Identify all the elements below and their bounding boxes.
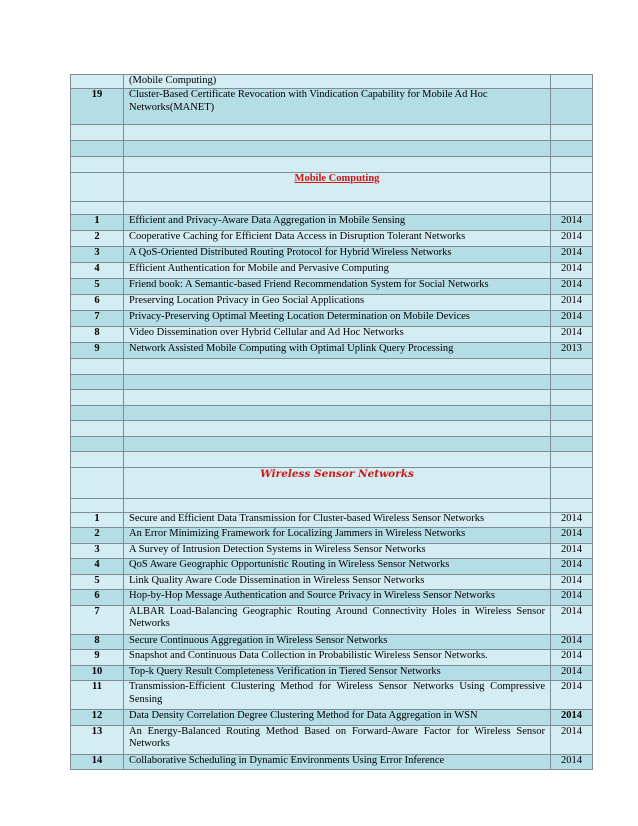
number-cell: 9 bbox=[71, 650, 124, 666]
title-cell: Collaborative Scheduling in Dynamic Environments Using Error Inference bbox=[124, 754, 551, 770]
table-row bbox=[71, 311, 593, 327]
empty-cell bbox=[71, 436, 124, 452]
year-cell: 2014 bbox=[551, 754, 593, 770]
number-cell: 8 bbox=[71, 327, 124, 343]
number-cell: 11 bbox=[71, 681, 124, 710]
empty-cell bbox=[71, 202, 124, 215]
empty-cell bbox=[551, 141, 593, 157]
section-heading: Mobile Computing bbox=[124, 173, 551, 202]
empty-cell bbox=[551, 467, 593, 498]
title-cell: Efficient Authentication for Mobile and Pervasive Computing bbox=[124, 263, 551, 279]
empty-cell bbox=[71, 157, 124, 173]
title-cell: Transmission-Efficient Clustering Method for Wireless Sensor Networks Using Compressive Sensing bbox=[124, 681, 551, 710]
blank-row bbox=[71, 374, 593, 390]
year-cell: 2014 bbox=[551, 311, 593, 327]
title-cell: Top-k Query Result Completeness Verification in Tiered Sensor Networks bbox=[124, 665, 551, 681]
number-cell: 4 bbox=[71, 559, 124, 575]
empty-cell bbox=[71, 452, 124, 468]
year-cell: 2014 bbox=[551, 295, 593, 311]
year-cell: 2014 bbox=[551, 327, 593, 343]
empty-cell bbox=[71, 390, 124, 406]
year-cell: 2014 bbox=[551, 650, 593, 666]
table-row bbox=[71, 295, 593, 311]
year-cell: 2014 bbox=[551, 725, 593, 754]
empty-cell bbox=[551, 390, 593, 406]
year-cell: 2014 bbox=[551, 559, 593, 575]
empty-cell bbox=[551, 421, 593, 437]
table-row bbox=[71, 89, 593, 125]
number-cell: 3 bbox=[71, 543, 124, 559]
title-cell: Secure Continuous Aggregation in Wireless Sensor Networks bbox=[124, 634, 551, 650]
year-cell: 2014 bbox=[551, 247, 593, 263]
table-row bbox=[71, 754, 593, 770]
title-cell: Snapshot and Continuous Data Collection in Probabilistic Wireless Sensor Networks. bbox=[124, 650, 551, 666]
title-cell: Friend book: A Semantic-based Friend Recommendation System for Social Networks bbox=[124, 279, 551, 295]
table-row bbox=[71, 343, 593, 359]
blank-row bbox=[71, 359, 593, 375]
blank-row bbox=[71, 436, 593, 452]
section-heading: Wireless Sensor Networks bbox=[124, 467, 551, 498]
year-cell: 2014 bbox=[551, 528, 593, 544]
year-cell: 2014 bbox=[551, 215, 593, 231]
year-cell: 2014 bbox=[551, 634, 593, 650]
table-row bbox=[71, 725, 593, 754]
empty-cell bbox=[551, 405, 593, 421]
year-cell: 2014 bbox=[551, 710, 593, 726]
blank-row bbox=[71, 498, 593, 512]
empty-cell bbox=[551, 452, 593, 468]
empty-cell bbox=[124, 202, 551, 215]
empty-cell bbox=[124, 390, 551, 406]
number-cell: 1 bbox=[71, 512, 124, 528]
empty-cell bbox=[71, 125, 124, 141]
blank-row bbox=[71, 202, 593, 215]
number-cell: 2 bbox=[71, 528, 124, 544]
empty-cell bbox=[124, 374, 551, 390]
table-row bbox=[71, 681, 593, 710]
title-cell: Hop-by-Hop Message Authentication and Source Privacy in Wireless Sensor Networks bbox=[124, 590, 551, 606]
empty-cell bbox=[71, 141, 124, 157]
year-cell: 2013 bbox=[551, 343, 593, 359]
empty-cell bbox=[124, 359, 551, 375]
empty-cell bbox=[124, 421, 551, 437]
table-row bbox=[71, 559, 593, 575]
blank-row bbox=[71, 157, 593, 173]
table-row bbox=[71, 665, 593, 681]
empty-cell bbox=[551, 436, 593, 452]
empty-cell bbox=[124, 436, 551, 452]
empty-cell bbox=[551, 374, 593, 390]
year-cell: 2014 bbox=[551, 263, 593, 279]
number-cell bbox=[71, 75, 124, 89]
number-cell: 3 bbox=[71, 247, 124, 263]
year-cell: 2014 bbox=[551, 681, 593, 710]
blank-row bbox=[71, 390, 593, 406]
year-cell: 2014 bbox=[551, 665, 593, 681]
empty-cell bbox=[71, 467, 124, 498]
number-cell: 19 bbox=[71, 89, 124, 125]
title-cell: QoS Aware Geographic Opportunistic Routing in Wireless Sensor Networks bbox=[124, 559, 551, 575]
table-row bbox=[71, 590, 593, 606]
empty-cell bbox=[71, 421, 124, 437]
empty-cell bbox=[71, 498, 124, 512]
table-row bbox=[71, 634, 593, 650]
empty-cell bbox=[124, 405, 551, 421]
number-cell: 7 bbox=[71, 605, 124, 634]
number-cell: 4 bbox=[71, 263, 124, 279]
blank-row bbox=[71, 421, 593, 437]
empty-cell bbox=[71, 173, 124, 202]
section-heading-row bbox=[71, 467, 593, 498]
title-cell: Privacy-Preserving Optimal Meeting Location Determination on Mobile Devices bbox=[124, 311, 551, 327]
number-cell: 10 bbox=[71, 665, 124, 681]
table-row bbox=[71, 574, 593, 590]
title-cell: Data Density Correlation Degree Clustering Method for Data Aggregation in WSN bbox=[124, 710, 551, 726]
table-row bbox=[71, 327, 593, 343]
table-row bbox=[71, 263, 593, 279]
number-cell: 14 bbox=[71, 754, 124, 770]
number-cell: 5 bbox=[71, 574, 124, 590]
title-cell: A Survey of Intrusion Detection Systems in Wireless Sensor Networks bbox=[124, 543, 551, 559]
title-cell: Video Dissemination over Hybrid Cellular and Ad Hoc Networks bbox=[124, 327, 551, 343]
number-cell: 9 bbox=[71, 343, 124, 359]
title-cell: Cluster-Based Certificate Revocation with Vindication Capability for Mobile Ad Hoc Networks(MANET) bbox=[124, 89, 551, 125]
blank-row bbox=[71, 405, 593, 421]
empty-cell bbox=[551, 173, 593, 202]
title-cell: Cooperative Caching for Efficient Data Access in Disruption Tolerant Networks bbox=[124, 231, 551, 247]
title-cell: Network Assisted Mobile Computing with Optimal Uplink Query Processing bbox=[124, 343, 551, 359]
blank-row bbox=[71, 141, 593, 157]
table-row bbox=[71, 650, 593, 666]
year-cell: 2014 bbox=[551, 543, 593, 559]
table-row bbox=[71, 528, 593, 544]
title-cell: Secure and Efficient Data Transmission for Cluster-based Wireless Sensor Networks bbox=[124, 512, 551, 528]
empty-cell bbox=[551, 359, 593, 375]
empty-cell bbox=[71, 405, 124, 421]
empty-cell bbox=[124, 157, 551, 173]
table-row bbox=[71, 512, 593, 528]
title-cell: ALBAR Load-Balancing Geographic Routing Around Connectivity Holes in Wireless Sensor Networks bbox=[124, 605, 551, 634]
year-cell: 2014 bbox=[551, 590, 593, 606]
table-row bbox=[71, 710, 593, 726]
title-cell: A QoS-Oriented Distributed Routing Protocol for Hybrid Wireless Networks bbox=[124, 247, 551, 263]
empty-cell bbox=[124, 125, 551, 141]
number-cell: 6 bbox=[71, 295, 124, 311]
number-cell: 12 bbox=[71, 710, 124, 726]
table-row bbox=[71, 543, 593, 559]
table-row bbox=[71, 605, 593, 634]
empty-cell bbox=[71, 359, 124, 375]
year-cell bbox=[551, 75, 593, 89]
empty-cell bbox=[124, 141, 551, 157]
empty-cell bbox=[124, 452, 551, 468]
year-cell: 2014 bbox=[551, 279, 593, 295]
year-cell: 2014 bbox=[551, 605, 593, 634]
project-table-body bbox=[71, 75, 593, 770]
table-row bbox=[71, 247, 593, 263]
number-cell: 5 bbox=[71, 279, 124, 295]
title-cell: (Mobile Computing) bbox=[124, 75, 551, 89]
section-heading-row bbox=[71, 173, 593, 202]
number-cell: 1 bbox=[71, 215, 124, 231]
empty-cell bbox=[551, 498, 593, 512]
year-cell: 2014 bbox=[551, 512, 593, 528]
year-cell: 2014 bbox=[551, 574, 593, 590]
table-row bbox=[71, 215, 593, 231]
table-row bbox=[71, 279, 593, 295]
number-cell: 2 bbox=[71, 231, 124, 247]
project-table bbox=[70, 74, 593, 770]
blank-row bbox=[71, 125, 593, 141]
blank-row bbox=[71, 452, 593, 468]
empty-cell bbox=[551, 157, 593, 173]
number-cell: 8 bbox=[71, 634, 124, 650]
table-row bbox=[71, 75, 593, 89]
empty-cell bbox=[551, 125, 593, 141]
number-cell: 7 bbox=[71, 311, 124, 327]
empty-cell bbox=[124, 498, 551, 512]
title-cell: Preserving Location Privacy in Geo Social Applications bbox=[124, 295, 551, 311]
title-cell: Link Quality Aware Code Dissemination in Wireless Sensor Networks bbox=[124, 574, 551, 590]
title-cell: Efficient and Privacy-Aware Data Aggregation in Mobile Sensing bbox=[124, 215, 551, 231]
year-cell bbox=[551, 89, 593, 125]
title-cell: An Energy-Balanced Routing Method Based on Forward-Aware Factor for Wireless Sensor Networks bbox=[124, 725, 551, 754]
empty-cell bbox=[551, 202, 593, 215]
number-cell: 13 bbox=[71, 725, 124, 754]
table-row bbox=[71, 231, 593, 247]
year-cell: 2014 bbox=[551, 231, 593, 247]
title-cell: An Error Minimizing Framework for Localizing Jammers in Wireless Networks bbox=[124, 528, 551, 544]
number-cell: 6 bbox=[71, 590, 124, 606]
empty-cell bbox=[71, 374, 124, 390]
